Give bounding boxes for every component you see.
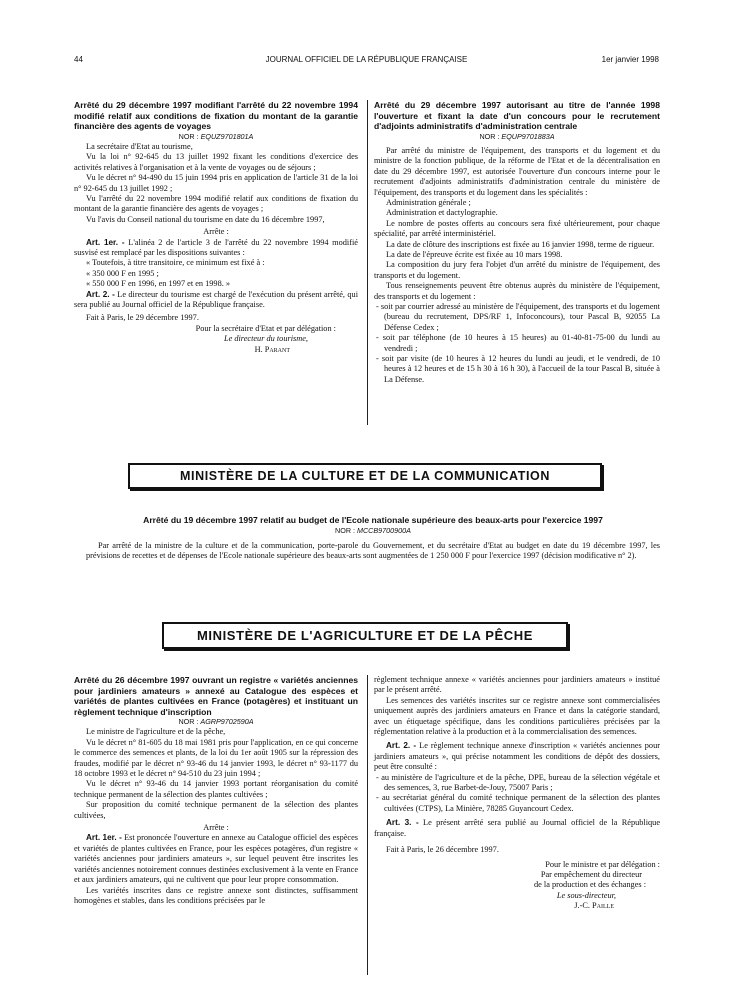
ministry-banner-agriculture: MINISTÈRE DE L'AGRICULTURE ET DE LA PÊCHE <box>162 622 568 649</box>
article-title: Arrêté du 29 décembre 1997 autorisant au titre de l'année 1998 l'ouverture et fixant la date d'un concours pour le recrutement d'adjoints administratifs d'administration centrale <box>374 100 660 131</box>
article-title: Arrêté du 29 décembre 1997 modifiant l'arrêté du 22 novembre 1994 modifié relatif aux conditions de fixation du montant de la garantie financière des agents de voyages <box>74 100 358 131</box>
signature-line: Le sous-directeur, <box>556 890 616 900</box>
visa-paragraph: La secrétaire d'Etat au tourisme, <box>86 141 193 151</box>
quote-line: « 550 000 F en 1996, en 1997 et en 1998. » <box>86 279 231 289</box>
signature-line: Par empêchement du directeur <box>540 869 642 879</box>
issue-date: 1er janvier 1998 <box>601 55 659 64</box>
quote-line: « Toutefois, à titre transitoire, ce minimum est fixé à : <box>86 258 265 268</box>
visa-paragraph: Vu la loi n° 92-645 du 13 juillet 1992 fixant les conditions d'exercice des activités relatives à l'organisation et à la vente de voyages ou de séjours ; <box>74 152 358 172</box>
fait-a: Fait à Paris, le 26 décembre 1997. <box>386 845 499 855</box>
body-paragraph: La date de l'épreuve écrite est fixée au 10 mars 1998. <box>386 249 563 259</box>
body-paragraph: La date de clôture des inscriptions est fixée au 16 janvier 1998, terme de rigueur. <box>386 239 655 249</box>
signature-name: H. Parant <box>254 344 290 354</box>
right-top-article <box>374 100 660 385</box>
arrete-heading: Arrête : <box>203 823 229 833</box>
left-bottom-article <box>74 675 358 906</box>
visa-paragraph: Vu le décret n° 94-490 du 15 juin 1994 pris en application de l'article 31 de la loi n° 92-645 du 13 juillet 1992 ; <box>74 173 358 193</box>
fait-a: Fait à Paris, le 29 décembre 1997. <box>86 313 199 323</box>
visa-paragraph: Vu le décret n° 93-46 du 14 janvier 1993 portant réorganisation du comité technique permanent de la sélection des plantes cultivées ; <box>74 779 358 799</box>
nor-reference: NOR : MCCB9700900A <box>335 525 411 535</box>
body-paragraph: Administration et dactylographie. <box>386 208 498 218</box>
body-paragraph: Administration générale ; <box>386 197 471 207</box>
running-header <box>74 55 659 67</box>
contact-item: - soit par courrier adressé au ministère de l'équipement, des transports et du logement (bureau du recrutement, DPS/RF 1, Infoconcours), tour Pascal B, 92055 La Défense Cedex ; <box>376 302 660 332</box>
column-divider <box>367 100 368 425</box>
journal-title: JOURNAL OFFICIEL DE LA RÉPUBLIQUE FRANÇAISE <box>265 55 468 64</box>
consultation-item: - au secrétariat général du comité technique permanent de la sélection des plantes cultivées (CTPS), La Minière, 78285 Guyancourt Cedex. <box>376 793 660 813</box>
arrete-heading: Arrête : <box>203 227 229 237</box>
article-1: Art. 1er. - Est prononcée l'ouverture en annexe au Catalogue officiel des espèces et variétés de plantes cultivées en France, pour les espèces potagères, d'un registre « variétés anciennes pour jardiniers amateurs », sur lequel peuvent être inscrites les variétés anciennes notoirement connues destinées exclusivement à la vente en France et aux jardiniers amateurs, qui ne cultivent que pour leur propre consommation. <box>74 833 358 885</box>
body-paragraph: Le nombre de postes offerts au concours sera fixé ultérieurement, pour chaque spécialité, par arrêté interministériel. <box>374 218 660 239</box>
article-title: Arrêté du 19 décembre 1997 relatif au budget de l'Ecole nationale supérieure des beaux-arts pour l'exercice 1997 <box>143 515 603 525</box>
visa-paragraph: Sur proposition du comité technique permanent de la sélection des plantes cultivées, <box>74 800 358 820</box>
culture-article <box>86 515 660 562</box>
body-paragraph: Tous renseignements peuvent être obtenus auprès du ministère de l'équipement, des transports et du logement : <box>374 281 660 301</box>
body-paragraph: Les variétés inscrites dans ce registre annexe sont distinctes, suffisamment homogènes et stables, dans les conditions précisées par le <box>74 885 358 905</box>
quote-line: « 350 000 F en 1995 ; <box>86 268 159 278</box>
body-paragraph: Par arrêté du ministre de l'équipement, des transports et du logement et du ministre de la fonction publique, de la réforme de l'Etat et de la décentralisation en date du 29 décembre 1997, est autorisée l'ouverture d'un concours interne pour le recrutement d'adjoints administratifs d'administration centrale du ministère de l'équipement, des transports et du logement dans les spécialités : <box>374 145 660 197</box>
signature-name: J.-C. Paille <box>574 901 614 911</box>
article-title: Arrêté du 26 décembre 1997 ouvrant un registre « variétés anciennes pour jardiniers amateurs » annexé au Catalogue des espèces et variétés de plantes cultivées en France (potagères) et instituant un règlement technique d'inscription <box>74 675 358 717</box>
article-3: Art. 3. - Le présent arrêté sera publié au Journal officiel de la République française. <box>374 818 661 838</box>
contact-item: - soit par téléphone (de 10 heures à 15 heures) au 01-40-81-75-00 du lundi au vendredi ; <box>376 333 660 353</box>
page-number: 44 <box>74 55 83 64</box>
signature-line: Le directeur du tourisme, <box>223 334 308 344</box>
contact-item: - soit par visite (de 10 heures à 12 heures du lundi au jeudi, et le vendredi, de 10 heures à 12 heures et de 15 h 30 à 16 h 30), à l'accueil de la tour Pascal B, située à La Défense. <box>376 354 660 384</box>
nor-reference: NOR : AGRP9702590A <box>178 717 254 726</box>
body-paragraph: Par arrêté de la ministre de la culture et de la communication, porte-parole du Gouvernement, et du secrétaire d'Etat au budget en date du 19 décembre 1997, les prévisions de recettes et de dépenses de l'Ecole nationale supérieure des beaux-arts sont augmentées de 1 250 000 F pour l'exercice 1997 (décision modificative n° 2). <box>86 540 660 561</box>
nor-reference: NOR : EQUP9701883A <box>479 131 555 141</box>
visa-paragraph: Vu l'arrêté du 22 novembre 1994 modifié relatif aux conditions de fixation du montant de la garantie financière des agents de voyages ; <box>74 193 358 214</box>
left-top-article <box>74 100 358 355</box>
visa-paragraph: Vu le décret n° 81-605 du 18 mai 1981 pris pour l'application, en ce qui concerne le commerce des semences et plants, de la loi du 1er août 1905 sur la répression des fraudes, modifié par le décret n° 93-46 du 14 janvier 1993, le décret n° 93-1177 du 18 octobre 1993 et le décret n° 94-510 du 23 juin 1994 ; <box>74 737 358 779</box>
right-bottom-article <box>374 675 660 912</box>
ministry-banner-culture: MINISTÈRE DE LA CULTURE ET DE LA COMMUNICATION <box>128 463 602 489</box>
column-divider <box>367 675 368 975</box>
signature-line: Pour le ministre et par délégation : <box>545 859 660 869</box>
nor-reference: NOR : EQUZ9701801A <box>178 131 254 141</box>
article-2: Art. 2. - Le règlement technique annexe d'inscription « variétés anciennes pour jardiniers amateurs », qui précise notamment les conditions de dépôt des dossiers, peut être consulté : <box>374 741 660 772</box>
body-paragraph: règlement technique annexe « variétés anciennes pour jardiniers amateurs » institué par le présent arrêté. <box>374 675 660 695</box>
article-1: Art. 1er. - L'alinéa 2 de l'article 3 de l'arrêté du 22 novembre 1994 modifié susvisé est remplacé par les dispositions suivantes : <box>74 237 358 257</box>
article-2: Art. 2. - Le directeur du tourisme est chargé de l'exécution du présent arrêté, qui sera publié au Journal officiel de la République française. <box>74 289 358 309</box>
body-paragraph: Les semences des variétés inscrites sur ce registre annexe sont commercialisées uniquement auprès des jardiniers amateurs en France et dans la catégorie standard, avec un étiquetage spécifique, dans les conditions particulières précisées par la réglementation relative à la production et à la commercialisation des semences. <box>374 695 660 737</box>
visa-paragraph: Le ministre de l'agriculture et de la pêche, <box>86 727 226 737</box>
consultation-item: - au ministère de l'agriculture et de la pêche, DPE, bureau de la sélection végétale et des semences, 3, rue Barbet-de-Jouy, 75007 Paris ; <box>376 772 660 793</box>
signature-line: de la production et des échanges : <box>534 880 646 890</box>
signature-line: Pour la secrétaire d'Etat et par délégation : <box>195 323 336 333</box>
body-paragraph: La composition du jury fera l'objet d'un arrêté du ministre de l'équipement, des transports et du logement. <box>374 260 660 280</box>
visa-paragraph: Vu l'avis du Conseil national du tourisme en date du 16 décembre 1997, <box>86 214 325 224</box>
